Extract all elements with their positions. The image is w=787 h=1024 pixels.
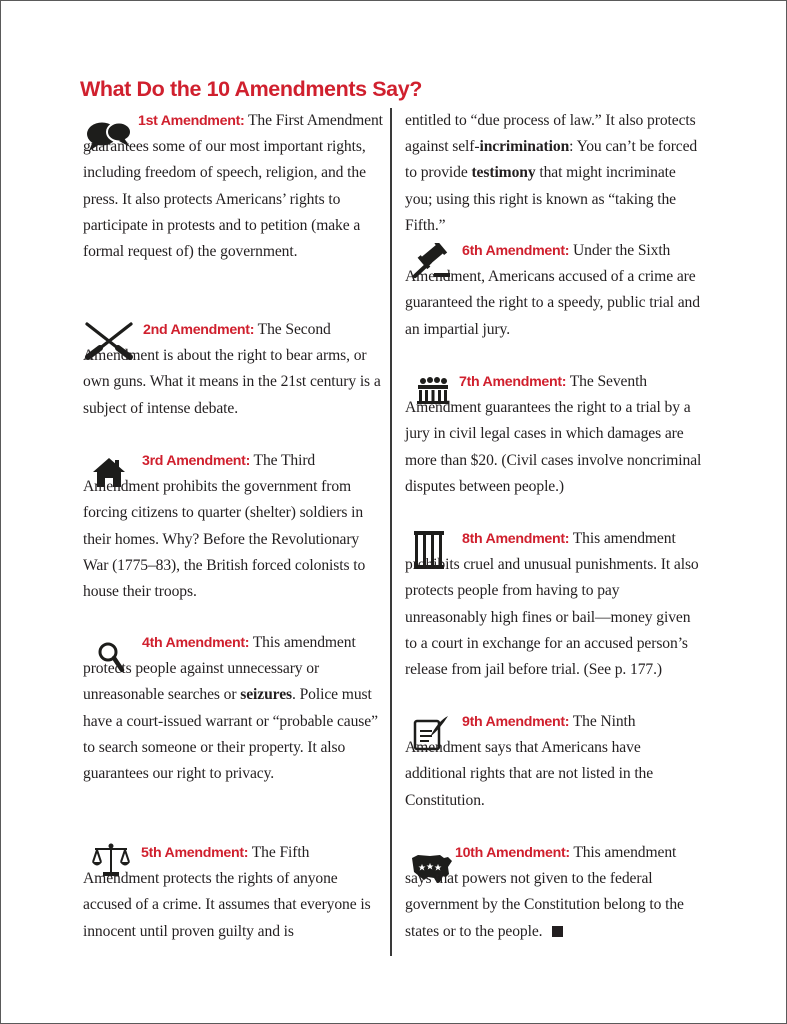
amendment-4-keyword: seizures: [240, 686, 293, 704]
amendment-3: [83, 448, 383, 605]
amendment-7-heading: 7th Amendment:: [459, 374, 567, 390]
amendment-8-heading: 8th Amendment:: [462, 531, 570, 547]
amendment-4-heading: 4th Amendment:: [142, 635, 250, 651]
amendment-5-keyword-testimony: testimony: [471, 164, 536, 182]
amendment-4: [83, 630, 383, 787]
amendment-5-keyword-incrimination: incrimination: [479, 138, 570, 156]
amendment-5-continued-text: entitled to “due process of law.” It also protects against self-: [405, 112, 696, 156]
amendment-6-text: Under the Sixth Amendment, Americans accused of a crime are guaranteed the right to a speedy, public trial and an impartial jury.: [405, 242, 700, 338]
amendment-6: [405, 238, 705, 343]
amendment-10-text: This amendment says that powers not given to the federal government by the Constitution belong to the states or to the people.: [405, 844, 684, 940]
amendment-1: [83, 108, 383, 265]
amendment-8-text: This amendment prohibits cruel and unusual punishments. It also protects people from having to pay unreasonably high fines or bail—money given to a court in exchange for an accused person’s release from jail before trial. (See p. 177.): [405, 530, 699, 679]
column-divider: [390, 108, 392, 956]
amendment-5-continued: [405, 108, 705, 239]
amendment-7: [405, 369, 705, 500]
amendment-9-heading: 9th Amendment:: [462, 714, 570, 730]
amendment-10: [405, 840, 705, 945]
page-title: What Do the 10 Amendments Say?: [80, 77, 423, 101]
amendment-5: [83, 840, 383, 945]
amendment-6-heading: 6th Amendment:: [462, 243, 570, 259]
amendment-5-continued-text-2: : You can’t be forced to provide: [405, 138, 698, 182]
amendment-2-text: The Second Amendment is about the right to bear arms, or own guns. What it means in the 21st century is a subject of intense debate.: [83, 321, 381, 417]
amendment-4-text: This amendment protects people against unnecessary or unreasonable searches or: [83, 634, 356, 704]
amendment-1-heading: 1st Amendment:: [138, 113, 245, 129]
amendment-3-heading: 3rd Amendment:: [142, 453, 250, 469]
amendment-5-heading: 5th Amendment:: [141, 845, 249, 861]
amendment-4-text-continued: . Police must have a court-issued warrant or “probable cause” to search someone or their property. It also guarantees our right to privacy.: [83, 686, 378, 783]
amendment-8: [405, 526, 705, 683]
amendment-1-text: The First Amendment guarantees some of our most important rights, including freedom of speech, religion, and the press. It also protects Americans’ rights to participate in protests and to petition (make a formal request of) the government.: [83, 112, 383, 261]
amendment-9-text: The Ninth Amendment says that Americans have additional rights that are not listed in the Constitution.: [405, 713, 654, 809]
amendment-2-heading: 2nd Amendment:: [143, 322, 255, 338]
amendment-7-text: The Seventh Amendment guarantees the right to a trial by a jury in civil legal cases in which damages are more than $20. (Civil cases involve noncriminal disputes between people.): [405, 373, 702, 495]
amendment-10-heading: 10th Amendment:: [455, 845, 570, 861]
amendment-5-continued-text-3: that might incriminate you; using this right is known as “taking the Fifth.”: [405, 164, 676, 234]
amendment-3-text: The Third Amendment prohibits the government from forcing citizens to quarter (shelter) soldiers in their homes. Why? Before the Revolutionary War (1775–83), the British forced colonists to house their troops.: [83, 452, 366, 601]
amendment-5-text: The Fifth Amendment protects the rights of anyone accused of a crime. It assumes that everyone is innocent until proven guilty and is: [83, 844, 371, 940]
amendment-2: [83, 317, 383, 422]
end-mark: [552, 926, 563, 937]
amendment-9: [405, 709, 705, 814]
